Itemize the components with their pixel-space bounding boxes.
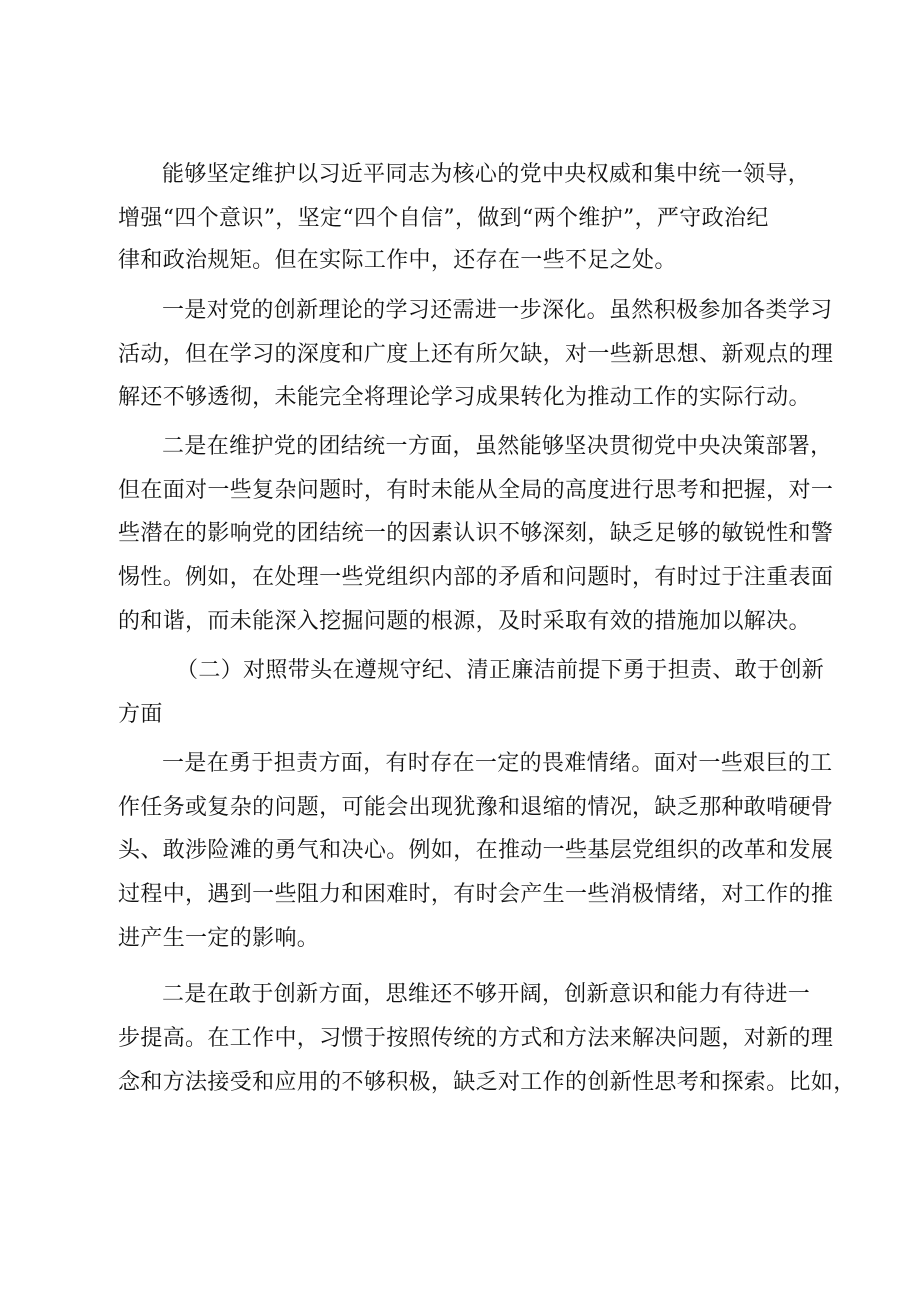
paragraph-6-line-2: 步提高。在工作中，习惯于按照传统的方式和方法来解决问题，对新的理 [118,1026,834,1051]
paragraph-3-line-4: 惕性。例如，在处理一些党组织内部的矛盾和问题时，有时过于注重表面 [118,565,834,590]
paragraph-3-line-2: 但在面对一些复杂问题时，有时未能从全局的高度进行思考和把握，对一 [118,478,834,503]
paragraph-1-line-2: 增强“四个意识”，坚定“四个自信”，做到“两个维护”，严守政治纪 [118,206,769,231]
paragraph-3-line-1: 二是在维护党的团结统一方面，虽然能够坚决贯彻党中央决策部署， [162,434,833,459]
paragraph-3-line-5: 的和谐，而未能深入挖掘问题的根源，及时采取有效的措施加以解决。 [118,609,811,634]
paragraph-5-line-5: 进产生一定的影响。 [118,926,320,951]
paragraph-6-line-1: 二是在敢于创新方面，思维还不够开阔，创新意识和能力有待进一 [162,982,811,1007]
paragraph-5-line-4: 过程中，遇到一些阻力和困难时，有时会产生一些消极情绪，对工作的推 [118,882,834,907]
paragraph-5-line-1: 一是在勇于担责方面，有时存在一定的畏难情绪。面对一些艰巨的工 [162,751,833,776]
paragraph-6-line-3: 念和方法接受和应用的不够积极，缺乏对工作的创新性思考和探索。比如， [118,1070,856,1095]
paragraph-5-line-2: 作任务或复杂的问题，可能会出现犹豫和退缩的情况，缺乏那种敢啃硬骨 [118,795,834,820]
section-heading-line-2: 方面 [118,702,163,727]
paragraph-2-line-2: 活动，但在学习的深度和广度上还有所欠缺，对一些新思想、新观点的理 [118,342,834,367]
paragraph-5-line-3: 头、敢涉险滩的勇气和决心。例如，在推动一些基层党组织的改革和发展 [118,838,834,863]
paragraph-2-line-3: 解还不够透彻，未能完全将理论学习成果转化为推动工作的实际行动。 [118,385,811,410]
section-heading-line-1: （二）对照带头在遵规守纪、清正廉洁前提下勇于担责、敢于创新 [176,658,825,683]
paragraph-1-line-3: 律和政治规矩。但在实际工作中，还存在一些不足之处。 [118,248,677,273]
paragraph-2-line-1: 一是对党的创新理论的学习还需进一步深化。虽然积极参加各类学习 [162,298,833,323]
paragraph-3-line-3: 些潜在的影响党的团结统一的因素认识不够深刻，缺乏足够的敏锐性和警 [118,521,834,546]
paragraph-1-line-1: 能够坚定维护以习近平同志为核心的党中央权威和集中统一领导， [162,162,811,187]
